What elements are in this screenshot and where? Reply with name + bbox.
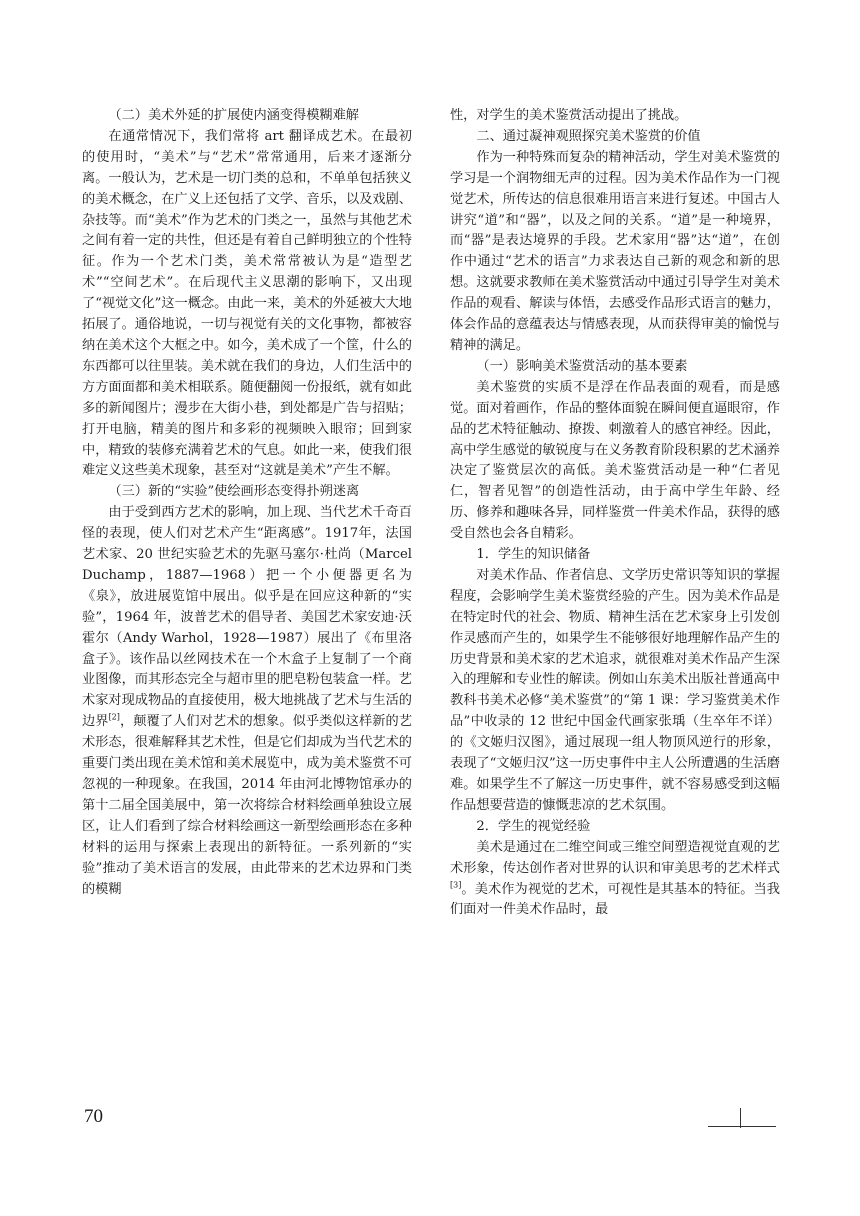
left-column [82, 106, 412, 900]
section-heading: （三）新的“实验”使绘画形态变得扑朔迷离 [108, 484, 360, 500]
citation-marker: [2] [108, 712, 120, 722]
right-column [450, 106, 780, 921]
footer-rule [708, 1126, 776, 1127]
body-paragraph: 作为一种特殊而复杂的精神活动，学生对美术鉴赏的学习是一个润物细无声的过程。因为美术作品作为一门视觉艺术，所传达的信息很难用语言来进行复述。中国古人讲究“道”和“器”，以及之间的关系。“道”是一种境界，而“器”是表达境界的手段。艺术家用“器”达“道”，在创作中通过“艺术的语言”力求表达自己新的观念和新的思想。这就要求教师在美术鉴赏活动中通过引导学生对美术作品的观看、解读与体悟，去感受作品形式语言的魅力，体会作品的意蕴表达与情感表现，从而获得审美的愉悦与精神的满足。 [450, 149, 780, 353]
body-paragraph: 性，对学生的美术鉴赏活动提出了挑战。 [450, 108, 688, 123]
section-heading: （二）美术外延的扩展使内涵变得模糊难解 [108, 108, 359, 123]
body-paragraph: 美术是通过在二维空间或三维空间塑造视觉直观的艺术形象，传达创作者对世界的认识和审美思考的艺术样式[3]。美术作为视觉的艺术，可视性是其基本的特征。当我们面对一件美术作品时，最 [450, 839, 780, 918]
citation-marker: [3] [450, 880, 462, 890]
subsection-heading: （一）影响美术鉴赏活动的基本要素 [476, 358, 688, 374]
body-paragraph: 由于受到西方艺术的影响，加上现、当代艺术千奇百怪的表现，使人们对艺术产生“距离感”。1917年，法国艺术家、20 世纪实验艺术的先驱马塞尔·杜尚（Marcel Duchamp，1887—1968）把一个小便器更名为《泉》，放进展览馆中展出。似乎是在回应这种新的“实验”，1964 年，波普艺术的倡导者、美国艺术家安迪·沃霍尔（Andy Warhol，1928—1987）展出了《布里洛盒子》。该作品以丝网技术在一个木盒子上复制了一个商业图像，而其形态完全与超市里的肥皂粉包装盒一样。艺术家对现成物品的直接使用，极大地挑战了艺术与生活的边界[2]，颠覆了人们对艺术的想象。似乎类似这样新的艺术形态，很难解释其艺术性，但是它们却成为当代艺术的重要门类出现在美术馆和美术展览中，成为美术鉴赏不可忽视的一种现象。在我国，2014 年由河北博物馆承办的第十二届全国美展中，第一次将综合材料绘画单独设立展区，让人们看到了综合材料绘画这一新型绘画形态在多种材料的运用与探索上表现出的新特征。一系列新的“实验”推动了美术语言的发展，由此带来的艺术边界和门类的模糊 [82, 505, 413, 897]
body-paragraph: 美术鉴赏的实质不是浮在作品表面的观看，而是感觉。面对着画作，作品的整体面貌在瞬间便直逼眼帘，作品的艺术特征触动、撩拨、刺激着人的感官神经。因此，高中学生感觉的敏锐度与在义务教育阶段积累的艺术涵养决定了鉴赏层次的高低。美术鉴赏活动是一种“仁者见仁，智者见智”的创造性活动，由于高中学生年龄、经历、修养和趣味各异，同样鉴赏一件美术作品，获得的感受自然也会各自精彩。 [450, 379, 780, 542]
section-heading: 二、通过凝神观照探究美术鉴赏的价值 [476, 128, 701, 144]
footer-tick [740, 1108, 741, 1128]
subsection-heading: 1．学生的知识储备 [476, 547, 591, 563]
body-paragraph: 在通常情况下，我们常将 art 翻译成艺术。在最初的使用时，“美术”与“艺术”常常通用，后来才逐渐分离。一般认为，艺术是一切门类的总和，不单单包括狭义的美术概念，在广义上还包括了文学、音乐，以及戏剧、杂技等。而“美术”作为艺术的门类之一，虽然与其他艺术之间有着一定的共性，但还是有着自己鲜明独立的个性特征。作为一个艺术门类，美术常常被认为是“造型艺术”“空间艺术”。在后现代主义思潮的影响下，又出现了“视觉文化”这一概念。由此一来，美术的外延被大大地拓展了。通俗地说，一切与视觉有关的文化事物，都被容纳在美术这个大框之中。如今，美术成了一个筐，什么的东西都可以往里装。美术就在我们的身边，人们生活中的方方面面都和美术相联系。随便翻阅一份报纸，就有如此多的新闻图片；漫步在大街小巷，到处都是广告与招贴；打开电脑，精美的图片和多彩的视频映入眼帘；回到家中，精致的装修充满着艺术的气息。如此一来，使我们很难定义这些美术现象，甚至对“这就是美术”产生不解。 [82, 128, 412, 479]
page-number: 70 [84, 1106, 103, 1127]
body-paragraph: 对美术作品、作者信息、文学历史常识等知识的掌握程度，会影响学生美术鉴赏经验的产生。因为美术作品是在特定时代的社会、物质、精神生活在艺术家身上引发创作灵感而产生的，如果学生不能够很好地理解作品产生的历史背景和美术家的艺术追求，就很难对美术作品产生深入的理解和专业性的解读。例如山东美术出版社普通高中教科书美术必修“美术鉴赏”的“第 1 课：学习鉴赏美术作品”中收录的 12 世纪中国金代画家张瑀（生卒年不详）的《文姬归汉图》，通过展现一组人物顶风逆行的形象，表现了“文姬归汉”这一历史事件中主人公所遭遇的生活磨难。如果学生不了解这一历史事件，就不容易感受到这幅作品想要营造的慷慨悲凉的艺术氛围。 [450, 567, 780, 813]
subsection-heading: 2．学生的视觉经验 [476, 818, 591, 834]
